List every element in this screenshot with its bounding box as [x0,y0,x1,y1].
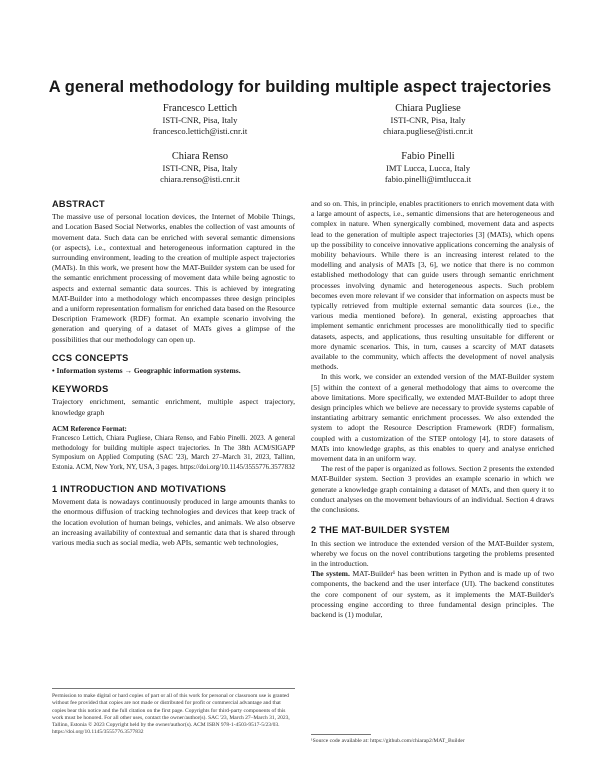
author-affiliation: ISTI-CNR, Pisa, Italy [162,163,238,173]
keywords-heading: KEYWORDS [52,384,109,395]
intro-paragraph-1: Movement data is nowadays continuously produced in large amounts thanks to the enormous diffusion of tracking technologies and devices that keep track of the location evolution of human beings, vehicles, and animals. We also observe an increasing availability of contextual and semantic data that is shared through various media such as social media, web APIs, semantic web technologies, [52,497,295,548]
section-2-paragraph-1: In this section we introduce the extended version of the MAT-Builder system, whereby we focus on the novel contributions targeting the problems presented in the introduction. [311,538,554,568]
author-block-3 [90,150,310,185]
intro-paragraph-2: In this work, we consider an extended version of the MAT-Builder system [5] within the context of a general methodology that aims to overcome the above limitations. More specifically, we extended MAT-Builder to adopt three design principles which we believe are necessary to provide systems capable of instantiating arbitrary semantic enrichment processes. We also extended the system to adopt the Resource Description Framework (RDF) formalism, coupled with a customization of the STEP ontology [4], to store datasets of MATs into knowledge graphs, as this enables to query and analyse enriched movement data in an uniform way. [311,372,554,464]
right-column [311,199,554,620]
author-email: francesco.lettich@isti.cnr.it [152,126,248,136]
author-name: Chiara Pugliese [395,103,461,114]
intro-paragraph-3: The rest of the paper is organized as follows. Section 2 presents the extended MAT-Builder system. Section 3 provides an example scenario in which we generate a knowledge graph containing a dataset of MATs, and then query it to conduct analyses on the movement behaviours of an individual. Section 4 draws the conclusions. [311,464,554,515]
author-block-1 [90,102,310,137]
left-column [52,199,295,548]
copyright-divider [52,688,295,689]
intro-paragraph-1-continued: and so on. This, in principle, enables practitioners to enrich movement data with a large amount of aspects, i.e., semantic dimensions that are heterogeneous and complex in nature. When synergically combined, movement data and aspects lead to the generation of multiple aspect trajectories [3] (MATs), which opens up the possibility to conceive innovative applications concerning the analysis of mobility behaviours. While there is an increasing interest related to the modelling and analysis of MATs [3, 6], we notice that there is no common established methodology that can guide users through semantic enrichment processes involving dynamic and heterogeneous aspects. Such problem becomes even more relevant if we consider that information on aspects must be typically retrieved from multiple external semantic data sources (i.e., the various media mentioned before). In general, existing approaches that implement semantic enrichment processes are monolithically tied to specific datasets, aspects, and applications, thus resulting unsuitable for different or more dynamic scenarios. This, in turn, causes a scarcity of MAT datasets available to the community, which affects the development of novel analysis methods. [311,199,554,372]
author-affiliation: ISTI-CNR, Pisa, Italy [162,115,238,125]
paper-title: A general methodology for building multiple aspect trajectories [48,78,552,96]
ccs-text: • Information systems → Geographic information systems. [52,366,241,376]
author-affiliation: ISTI-CNR, Pisa, Italy [390,115,466,125]
copyright-notice: Permission to make digital or hard copies of part or all of this work for personal or classroom use is granted without fee provided that copies are not made or distributed for profit or commercial advantage and that copies bear this notice and the full citation on the first page. Copyrights for third-party components of this work must be honored. For all other uses, contact the owner/author(s). SAC '23, March 27–March 31, 2023, Tallinn, Estonia © 2023 Copyright held by the owner/author(s). ACM ISBN 978-1-4503-9517-5/23/03. https://doi.org/10.1145/3555776.3577832 [52,693,290,736]
section-2-paragraph-2: MAT-Builder¹ has been written in Python and is made up of two components, the backend and the user interface (UI). The backend constitutes the core component of our system, as it implements the MAT-Builder's processing engine according to three fundamental design principles. The backend is (1) modular, [311,569,554,619]
acm-reference-heading: ACM Reference Format: [52,424,127,433]
author-email: chiara.renso@isti.cnr.it [160,174,240,184]
abstract-heading: ABSTRACT [52,199,105,209]
ccs-heading: CCS CONCEPTS [52,352,129,363]
keywords-text: Trajectory enrichment, semantic enrichment, multiple aspect trajectory, knowledge graph [52,397,295,417]
author-email: fabio.pinelli@imtlucca.it [384,174,472,184]
footnote: ¹Source code available at: https://github.com/chiarap2/MAT_Builder [311,738,465,744]
acm-reference-text: Francesco Lettich, Chiara Pugliese, Chiara Renso, and Fabio Pinelli. 2023. A general methodology for building multiple aspect trajectories. In The 38th ACM/SIGAPP Symposium on Applied Computing (SAC '23), March 27–March 31, 2023, Tallinn, Estonia. ACM, New York, NY, USA, 3 pages. https://doi.org/10.1145/3555776.3577832 [52,435,295,471]
author-block-4 [318,150,538,185]
author-block-2 [318,102,538,137]
section-2-heading: 2 THE MAT-BUILDER SYSTEM [311,525,450,536]
run-in-heading: The system. [311,569,350,579]
author-affiliation: IMT Lucca, Lucca, Italy [385,163,471,173]
author-name: Chiara Renso [171,151,229,162]
author-name: Fabio Pinelli [401,151,455,162]
author-email: chiara.pugliese@isti.cnr.it [383,126,473,136]
footnote-divider [311,734,371,735]
abstract-text: The massive use of personal location devices, the Internet of Mobile Things, and Location Based Social Networks, enables the collection of vast amounts of movement data. Such data can be enriched with several semantic dimensions (or aspects), i.e., contextual and heterogeneous information captured in the surrounding environment, leading to the creation of multiple aspect trajectories (MATs). In this work, we present how the MAT-Builder system can be used for the semantic enrichment processing of movement data while being agnostic to aspects and external semantic data sources. This is achieved by integrating MAT-Builder into a methodology which encompasses three design principles and a uniform representation formalism for enriched data based on the Resource Description Framework (RDF) format. An example scenario involving the generation and querying of a dataset of MATs gives a glimpse of the possibilities that our methodology can open up. [52,212,295,344]
author-name: Francesco Lettich [162,103,238,114]
intro-heading: 1 INTRODUCTION AND MOTIVATIONS [52,484,227,495]
